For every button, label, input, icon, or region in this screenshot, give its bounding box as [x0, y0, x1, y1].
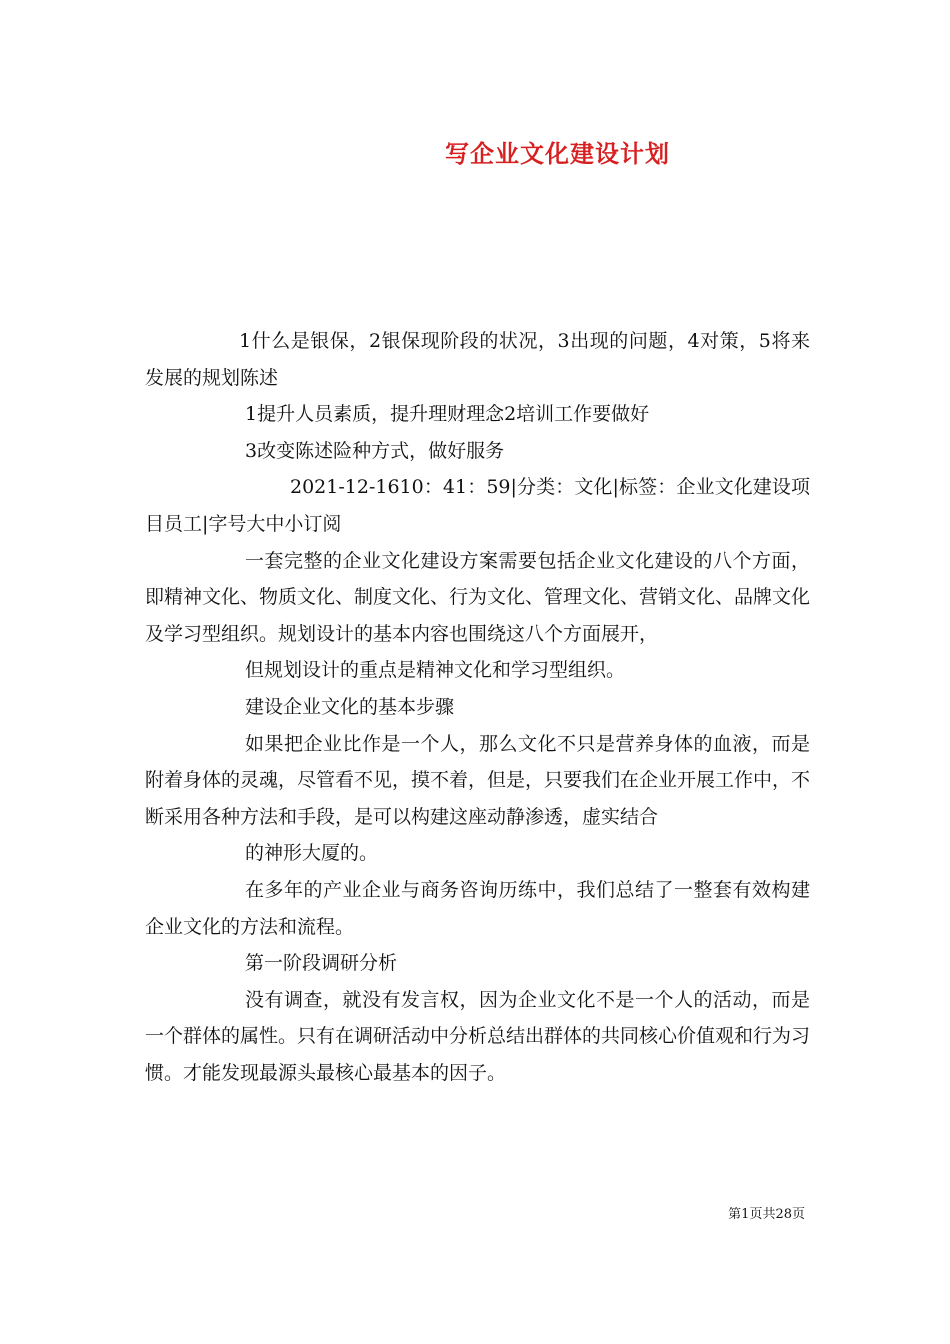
paragraph: 的神形大厦的。 — [245, 842, 379, 865]
page-number: 第1页共28页 — [728, 1207, 805, 1222]
paragraph: 但规划设计的重点是精神文化和学习型组织。 — [245, 659, 626, 682]
document-title: 写企业文化建设计划 — [445, 139, 670, 168]
paragraph: 1提升人员素质，提升理财理念2培训工作要做好 — [245, 403, 650, 426]
section-heading: 第一阶段调研分析 — [245, 952, 398, 975]
paragraph: 没有调查，就没有发言权，因为企业文化不是一个人的活动，而是一个群体的属性。只有在调研活动中分析总结出群体的共同核心价值观和行为习惯。才能发现最源头最核心最基本的因子。 — [145, 988, 811, 1084]
paragraph: 在多年的产业企业与商务咨询历练中，我们总结了一整套有效构建企业文化的方法和流程。 — [145, 878, 810, 938]
section-heading: 建设企业文化的基本步骤 — [245, 695, 455, 718]
paragraph: 如果把企业比作是一个人，那么文化不只是营养身体的血液，而是附着身体的灵魂，尽管看不见，摸不着，但是，只要我们在企业开展工作中，不断采用各种方法和手段，是可以构建这座动静渗透，虚实结合 — [145, 732, 811, 828]
paragraph-meta: 2021-12-1610：41：59|分类：文化|标签：企业文化建设项目员工|字号大中小订阅 — [145, 476, 810, 535]
paragraph: 一套完整的企业文化建设方案需要包括企业文化建设的八个方面，即精神文化、物质文化、制度文化、行为文化、管理文化、营销文化、品牌文化及学习型组织。规划设计的基本内容也围绕这八个方面展开， — [145, 549, 811, 645]
paragraph: 1什么是银保，2银保现阶段的状况，3出现的问题，4对策，5将来发展的规划陈述 — [145, 330, 810, 389]
paragraph: 3改变陈述险种方式，做好服务 — [245, 439, 505, 462]
document-body — [145, 323, 810, 1091]
